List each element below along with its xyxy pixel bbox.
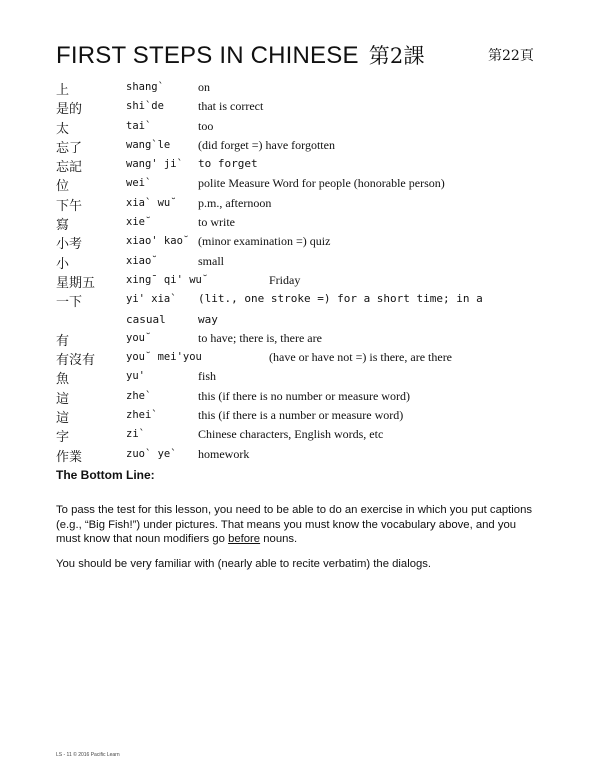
vocab-english: fish [198, 369, 216, 384]
lesson-number: 第2課 [368, 44, 425, 68]
vocab-english: p.m., afternoon [198, 195, 272, 210]
vocab-row [56, 348, 556, 367]
vocab-pinyin: yi' xia` [126, 293, 177, 306]
vocab-hanzi: 作業 [56, 449, 83, 465]
vocab-hanzi: 字 [56, 430, 70, 446]
vocab-row [56, 117, 556, 136]
vocab-english: (did forget =) have forgotten [198, 137, 335, 152]
vocab-english: to forget [198, 157, 258, 171]
vocab-row [56, 445, 556, 464]
vocab-english: this (if there is a number or measure word) [198, 408, 404, 423]
vocab-pinyin: wei` [126, 177, 152, 190]
vocab-pinyin: xie˘ [126, 216, 152, 229]
vocab-row [56, 425, 556, 444]
vocab-hanzi: 小 [56, 256, 70, 272]
vocab-pinyin: tai` [126, 119, 152, 132]
page-title [56, 40, 425, 70]
vocab-row-continuation [56, 310, 556, 329]
vocab-hanzi: 星期五 [56, 275, 96, 291]
vocab-hanzi: 一下 [56, 295, 83, 311]
vocab-pinyin: xiao˘ [126, 254, 158, 267]
vocab-english: to write [198, 215, 235, 230]
vocab-pinyin: you˘ [126, 331, 152, 344]
vocab-english: Chinese characters, English words, etc [198, 427, 384, 442]
vocab-hanzi: 小考 [56, 237, 83, 253]
vocab-pinyin-continued: casual [126, 312, 166, 326]
vocab-row [56, 213, 556, 232]
vocab-english: too [198, 118, 214, 133]
bottom-line-paragraph [56, 503, 536, 547]
underlined-word: before [228, 533, 261, 545]
vocab-hanzi: 魚 [56, 372, 70, 388]
vocab-pinyin: wang' ji` [126, 158, 183, 171]
vocab-hanzi: 位 [56, 179, 70, 195]
dialogs-paragraph: You should be very familiar with (nearly able to recite verbatim) the dialogs. [56, 558, 432, 570]
vocab-pinyin: wang`le [126, 138, 171, 151]
title-text: FIRST STEPS IN CHINESE [56, 42, 359, 69]
vocab-hanzi: 忘記 [56, 160, 83, 176]
vocab-english: (minor examination =) quiz [198, 234, 331, 249]
vocab-row [56, 271, 556, 290]
footer-copyright: LS - 11 © 2016 Pacific Learn [56, 752, 120, 758]
vocab-pinyin: you˘ mei'you [126, 351, 202, 364]
vocab-row [56, 155, 556, 174]
vocab-english: small [198, 253, 224, 268]
vocab-english: homework [198, 446, 250, 461]
vocab-pinyin: shang` [126, 81, 164, 93]
vocab-english: this (if there is no number or measure word) [198, 388, 410, 403]
vocab-english: (have or have not =) is there, are there [269, 350, 453, 365]
paragraph-text-end: nouns. [260, 533, 298, 545]
paragraph-text: To pass the test for this lesson, you need to be able to do an exercise in which you put captions (e.g., “Big Fish!”) under pictures. That means you must know the vocabulary above, and you must know that noun modifiers go [56, 504, 533, 545]
vocab-english-continued: way [198, 312, 218, 326]
vocab-row [56, 367, 556, 386]
vocab-english: that is correct [198, 99, 264, 114]
vocab-row [56, 97, 556, 116]
vocab-english: polite Measure Word for people (honorable person) [198, 176, 445, 191]
vocab-english: to have; there is, there are [198, 330, 322, 345]
vocab-row [56, 329, 556, 348]
vocab-hanzi: 有 [56, 333, 70, 349]
vocab-hanzi: 下午 [56, 198, 83, 214]
vocab-hanzi: 是的 [56, 102, 83, 118]
vocab-row [56, 252, 556, 271]
vocab-hanzi: 忘了 [56, 140, 83, 156]
vocab-pinyin: zi` [126, 428, 145, 441]
vocab-pinyin: xing¯ qi' wu˘ [126, 273, 209, 286]
vocab-hanzi: 這 [56, 391, 70, 407]
bottom-line-heading: The Bottom Line: [56, 468, 155, 482]
vocab-pinyin: zhei` [126, 409, 158, 422]
vocab-pinyin: xia` wu˘ [126, 196, 177, 209]
vocab-hanzi: 太 [56, 121, 70, 137]
vocab-hanzi: 這 [56, 411, 70, 427]
vocab-hanzi: 上 [56, 83, 70, 98]
page-number: 第22頁 [488, 48, 534, 64]
vocab-pinyin: shi`de [126, 100, 164, 113]
vocab-english: on [198, 80, 210, 94]
vocab-hanzi: 寫 [56, 218, 70, 234]
vocab-pinyin: zuo` ye` [126, 447, 177, 460]
vocab-row [56, 232, 556, 251]
vocab-row [56, 78, 556, 97]
vocab-row [56, 290, 556, 309]
vocab-pinyin: zhe` [126, 389, 152, 402]
vocab-row [56, 406, 556, 425]
vocab-pinyin: yu' [126, 370, 145, 383]
vocab-row [56, 194, 556, 213]
vocabulary-list [56, 78, 556, 464]
vocab-row [56, 174, 556, 193]
vocab-row [56, 387, 556, 406]
vocab-english: Friday [269, 272, 301, 287]
vocab-english: (lit., one stroke =) for a short time; in a [198, 292, 483, 306]
vocab-row [56, 136, 556, 155]
vocab-hanzi: 有沒有 [56, 353, 96, 369]
vocab-pinyin: xiao' kao˘ [126, 235, 190, 248]
